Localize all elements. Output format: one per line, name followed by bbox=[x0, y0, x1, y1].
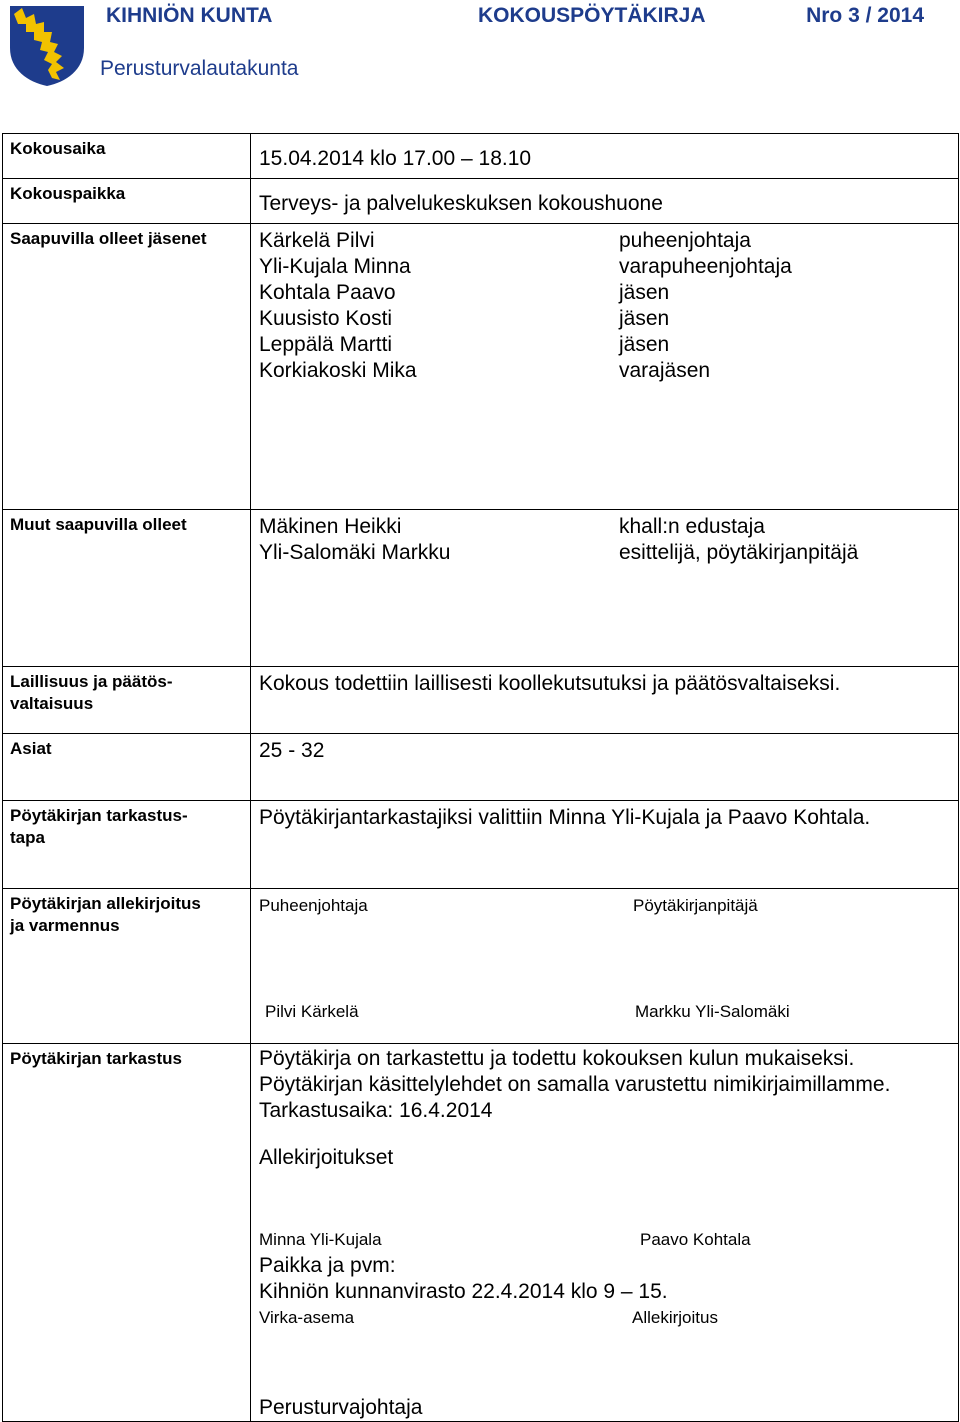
label-tarkastustapa-line1: Pöytäkirjan tarkastus- bbox=[10, 806, 188, 825]
document-number: Nro 3 / 2014 bbox=[806, 4, 924, 27]
member-name: Korkiakoski Mika bbox=[259, 359, 417, 382]
document-header bbox=[0, 0, 960, 100]
other-role: esittelijä, pöytäkirjanpitäjä bbox=[619, 541, 859, 564]
place-value: Kihniön kunnanvirasto 22.4.2014 klo 9 – 15. bbox=[259, 1280, 668, 1303]
row-kokouspaikka bbox=[3, 179, 959, 224]
municipality-name: KIHNIÖN KUNTA bbox=[106, 4, 273, 27]
signer-roles bbox=[259, 893, 951, 919]
label-tarkastus: Pöytäkirjan tarkastus bbox=[3, 1044, 251, 1422]
member-name: Kohtala Paavo bbox=[259, 281, 396, 304]
row-kokousaika bbox=[3, 134, 959, 179]
member-role: jäsen bbox=[619, 333, 670, 356]
position-value: Perusturvajohtaja bbox=[259, 1396, 423, 1419]
municipality-crest-icon bbox=[8, 4, 86, 88]
checking-date: Tarkastusaika: 16.4.2014 bbox=[259, 1099, 493, 1122]
meeting-place: Terveys- ja palvelukeskuksen kokoushuone bbox=[251, 179, 959, 224]
label-kokousaika: Kokousaika bbox=[3, 134, 251, 179]
label-saapuvilla: Saapuvilla olleet jäsenet bbox=[3, 224, 251, 510]
checking-line-1: Pöytäkirja on tarkastettu ja todettu kokouksen kulun mukaiseksi. bbox=[259, 1047, 855, 1070]
checker-2-name: Paavo Kohtala bbox=[640, 1230, 751, 1249]
member-row bbox=[259, 358, 951, 384]
member-role: puheenjohtaja bbox=[619, 229, 751, 252]
checking-block bbox=[251, 1044, 959, 1422]
row-saapuvilla bbox=[3, 224, 959, 510]
other-role: khall:n edustaja bbox=[619, 515, 765, 538]
other-name: Mäkinen Heikki bbox=[259, 515, 402, 538]
member-role: jäsen bbox=[619, 281, 670, 304]
member-role: jäsen bbox=[619, 307, 670, 330]
minutes-table bbox=[2, 133, 959, 1422]
label-asiat: Asiat bbox=[3, 734, 251, 801]
other-row bbox=[259, 540, 951, 566]
chair-role: Puheenjohtaja bbox=[259, 896, 368, 915]
label-laillisuus bbox=[3, 667, 251, 734]
member-role: varapuheenjohtaja bbox=[619, 255, 792, 278]
document-type: KOKOUSPÖYTÄKIRJA bbox=[478, 4, 706, 27]
row-laillisuus bbox=[3, 667, 959, 734]
label-allekirjoitus-line1: Pöytäkirjan allekirjoitus bbox=[10, 894, 201, 913]
member-name: Yli-Kujala Minna bbox=[259, 255, 411, 278]
place-label: Paikka ja pvm: bbox=[259, 1254, 396, 1277]
checking-line-2: Pöytäkirjan käsittelylehdet on samalla varustettu nimikirjaimillamme. bbox=[259, 1073, 891, 1096]
checker-1-name: Minna Yli-Kujala bbox=[259, 1230, 382, 1249]
chair-name: Pilvi Kärkelä bbox=[265, 1002, 359, 1021]
member-name: Kärkelä Pilvi bbox=[259, 229, 375, 252]
other-row bbox=[259, 514, 951, 540]
row-muut bbox=[3, 510, 959, 667]
secretary-role: Pöytäkirjanpitäjä bbox=[633, 896, 758, 915]
row-asiat bbox=[3, 734, 959, 801]
secretary-name: Markku Yli-Salomäki bbox=[635, 1002, 790, 1021]
signatures-block bbox=[251, 889, 959, 1044]
label-muut: Muut saapuvilla olleet bbox=[3, 510, 251, 667]
checking-method: Pöytäkirjantarkastajiksi valittiin Minna Yli-Kujala ja Paavo Kohtala. bbox=[251, 801, 959, 889]
row-tarkastus bbox=[3, 1044, 959, 1422]
member-row bbox=[259, 332, 951, 358]
checker-names bbox=[259, 1227, 951, 1253]
row-tarkastustapa bbox=[3, 801, 959, 889]
row-allekirjoitus bbox=[3, 889, 959, 1044]
position-row bbox=[259, 1305, 951, 1331]
others-list bbox=[251, 510, 959, 667]
position-label: Virka-asema bbox=[259, 1308, 355, 1327]
label-laillisuus-line2: valtaisuus bbox=[10, 694, 94, 713]
label-tarkastustapa bbox=[3, 801, 251, 889]
signature-label: Allekirjoitus bbox=[632, 1308, 718, 1327]
members-list bbox=[251, 224, 959, 510]
legality-statement: Kokous todettiin laillisesti koollekutsutuksi ja päätösvaltaiseksi. bbox=[251, 667, 959, 734]
signer-names bbox=[265, 999, 790, 1025]
member-row bbox=[259, 228, 951, 254]
member-name: Leppälä Martti bbox=[259, 333, 393, 356]
label-allekirjoitus-line2: ja varmennus bbox=[10, 916, 120, 935]
other-name: Yli-Salomäki Markku bbox=[259, 541, 451, 564]
member-row bbox=[259, 254, 951, 280]
label-allekirjoitus bbox=[3, 889, 251, 1044]
member-row bbox=[259, 306, 951, 332]
member-row bbox=[259, 280, 951, 306]
member-role: varajäsen bbox=[619, 359, 711, 382]
label-kokouspaikka: Kokouspaikka bbox=[3, 179, 251, 224]
signatures-heading: Allekirjoitukset bbox=[259, 1146, 394, 1169]
member-name: Kuusisto Kosti bbox=[259, 307, 393, 330]
meeting-time: 15.04.2014 klo 17.00 – 18.10 bbox=[251, 134, 959, 179]
board-name: Perusturvalautakunta bbox=[100, 57, 299, 80]
label-tarkastustapa-line2: tapa bbox=[10, 828, 45, 847]
label-laillisuus-line1: Laillisuus ja päätös- bbox=[10, 672, 173, 691]
matters-range: 25 - 32 bbox=[251, 734, 959, 801]
